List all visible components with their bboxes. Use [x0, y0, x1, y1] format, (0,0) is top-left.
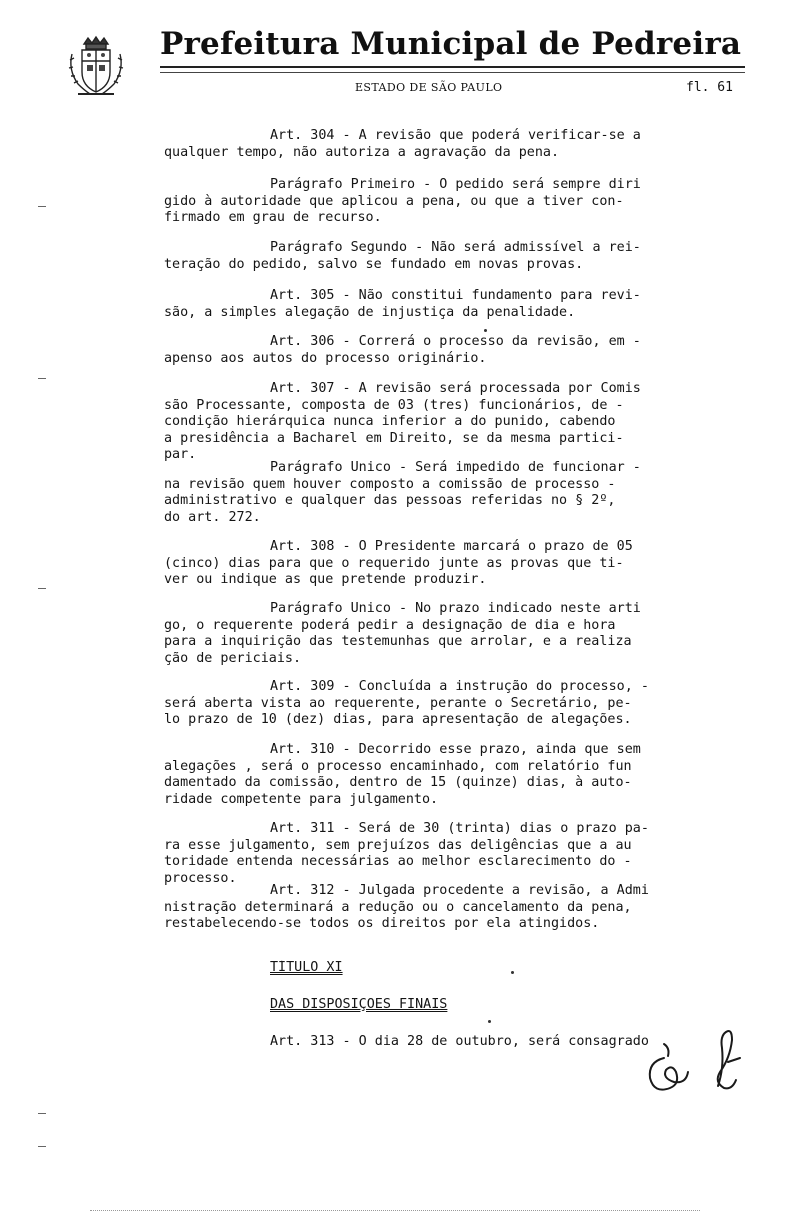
paragraph-art-306 [164, 334, 710, 367]
text-line: teração do pedido, salvo se fundado em novas provas. [164, 256, 584, 272]
margin-mark [38, 588, 46, 589]
text-line: firmado em grau de recurso. [164, 210, 382, 225]
margin-mark [38, 206, 46, 207]
section-heading: DAS DISPOSIÇÕES FINAIS [270, 997, 448, 1012]
text-line: Art. 311 - Será de 30 (trinta) dias o prazo pa- [270, 821, 649, 836]
text-line: (cinco) dias para que o requerido junte as provas que ti- [164, 555, 624, 571]
text-line: Art. 312 - Julgada procedente a revisão, a Admi [270, 883, 649, 898]
text-line: Art. 310 - Decorrido esse prazo, ainda que sem [270, 742, 641, 757]
text-line: ver ou indique as que pretende produzir. [164, 572, 487, 587]
text-line: condição hierárquica nunca inferior a do punido, cabendo [164, 414, 616, 429]
header-rule [160, 66, 745, 68]
text-line: gido à autoridade que aplicou a pena, ou que a tiver con- [164, 193, 624, 209]
paragraph-art-307 [164, 381, 710, 464]
page-title: Prefeitura Municipal de Pedreira [160, 26, 742, 62]
paragraph-art-307-unico [164, 460, 710, 526]
municipal-coat-of-arms-icon [66, 34, 126, 98]
text-line: toridade entenda necessárias ao melhor esclarecimento do - [164, 854, 632, 869]
paragraph-art-310 [164, 742, 710, 808]
paragraph-art-311 [164, 821, 710, 887]
text-line: são, a simples alegação de injustiça da penalidade. [164, 304, 576, 320]
text-line: lo prazo de 10 (dez) dias, para apresentação de alegações. [164, 712, 632, 727]
margin-mark [38, 1113, 46, 1114]
margin-mark [38, 378, 46, 379]
text-line: damentado da comissão, dentro de 15 (quinze) dias, à auto- [164, 775, 632, 790]
paragraph-art-308 [164, 539, 710, 589]
paragraph-art-304 [164, 128, 710, 161]
text-line: Art. 305 - Não constitui fundamento para revi- [270, 288, 641, 303]
text-line: Art. 306 - Correrá o processo da revisão, em - [270, 334, 641, 349]
text-line: a presidência a Bacharel em Direito, se da mesma partici- [164, 430, 624, 446]
header-subtitle: ESTADO DE SÃO PAULO [355, 81, 503, 94]
text-line: qualquer tempo, não autoriza a agravação da pena. [164, 144, 560, 160]
text-line: par. [164, 447, 197, 462]
text-line: apenso aos autos do processo originário. [164, 350, 487, 366]
paragraph-art-312 [164, 883, 710, 933]
handwritten-initials-icon [640, 1028, 750, 1098]
text-line: Parágrafo Segundo - Não será admissível a rei- [270, 240, 641, 255]
text-line: será aberta vista ao requerente, perante o Secretário, pe- [164, 695, 632, 711]
text-line: nistração determinará a redução ou o cancelamento da pena, [164, 899, 632, 915]
paragraph-art-308-unico [164, 601, 710, 667]
paragraph-art-305 [164, 288, 710, 321]
text-line: ção de periciais. [164, 650, 302, 666]
margin-mark [38, 1146, 46, 1147]
text-line: Art. 309 - Concluída a instrução do processo, - [270, 679, 649, 694]
text-line: do art. 272. [164, 509, 261, 525]
text-line: alegações , será o processo encaminhado, com relatório fun [164, 758, 632, 774]
text-line: Art. 313 - O dia 28 de outubro, será consagrado [270, 1034, 649, 1049]
text-line: Parágrafo Único - No prazo indicado neste arti [270, 601, 641, 616]
section-title: TÍTULO XI [270, 960, 343, 975]
text-line: processo. [164, 870, 237, 886]
text-line: ridade competente para julgamento. [164, 791, 439, 807]
text-line: na revisão quem houver composto a comissão de processo - [164, 476, 616, 492]
text-line: restabelecendo-se todos os direitos por ela atingidos. [164, 916, 600, 931]
scan-edge [90, 1210, 700, 1211]
text-line: Art. 304 - A revisão que poderá verificar-se a [270, 128, 641, 143]
header-rule-thin [160, 72, 745, 73]
paragraph-art-304-p1 [164, 177, 710, 227]
scan-speck [488, 1020, 491, 1023]
text-line: são Processante, composta de 03 (tres) funcionários, de - [164, 397, 624, 413]
section-title-block [164, 960, 710, 977]
text-line: Parágrafo Único - Será impedido de funcionar - [270, 460, 641, 475]
text-line: para a inquirição das testemunhas que arrolar, e a realiza [164, 634, 632, 649]
paragraph-art-304-p2 [164, 240, 710, 273]
scan-speck [511, 971, 514, 974]
section-heading-block [164, 997, 710, 1014]
page-folio: fl. 61 [686, 80, 733, 95]
text-line: administrativo e qualquer das pessoas referidas no § 2º, [164, 493, 616, 508]
text-line: Art. 308 - O Presidente marcará o prazo de 05 [270, 539, 633, 554]
text-line: go, o requerente poderá pedir a designação de dia e hora [164, 617, 616, 633]
paragraph-art-313 [164, 1034, 710, 1051]
text-line: Parágrafo Primeiro - O pedido será sempre diri [270, 177, 641, 192]
text-line: ra esse julgamento, sem prejuízos das deligências que a au [164, 837, 632, 853]
paragraph-art-309 [164, 679, 710, 729]
text-line: Art. 307 - A revisão será processada por Comis [270, 381, 641, 396]
scan-speck [484, 329, 487, 332]
